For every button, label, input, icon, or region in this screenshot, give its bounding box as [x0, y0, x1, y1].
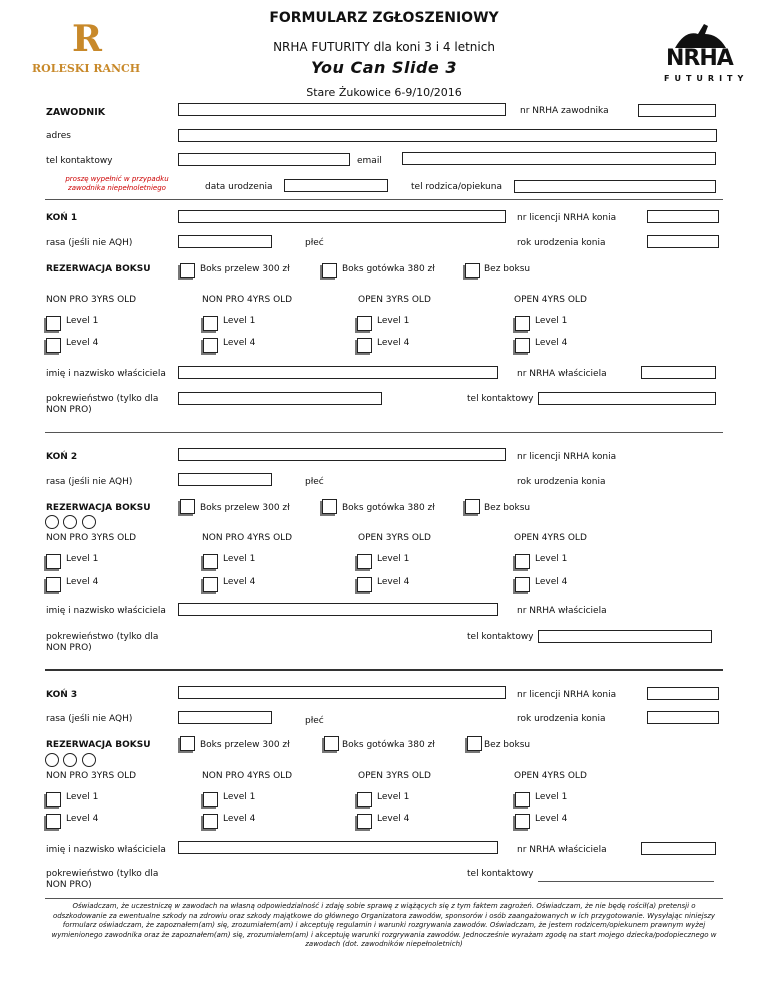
roleski-ranch-logo [28, 18, 148, 82]
horse1-sex-label: płeć [305, 238, 324, 248]
horse3-birthyear-label: rok urodzenia konia [517, 714, 606, 724]
horse3-cat1-level1-checkbox[interactable] [46, 792, 61, 807]
horse1-owner-nrha-field[interactable] [641, 366, 716, 379]
horse3-contact-label: tel kontaktowy [467, 869, 534, 879]
kinship-line-1: pokrewieństwo (tylko dla [46, 394, 159, 404]
divider [45, 898, 723, 899]
horse1-license-label: nr licencji NRHA konia [517, 213, 617, 223]
level1-label: Level 1 [377, 554, 410, 564]
horse2-name-field[interactable] [178, 448, 506, 461]
level4-label: Level 4 [535, 338, 568, 348]
level4-label: Level 4 [535, 577, 568, 587]
horse3-license-field[interactable] [647, 687, 719, 700]
horse1-breed-field[interactable] [178, 235, 272, 248]
horse3-box-heading: REZERWACJA BOKSU [46, 740, 151, 750]
level4-label: Level 4 [223, 577, 256, 587]
horse2-breed-label: rasa (jeśli nie AQH) [46, 477, 133, 487]
horse3-cat3-level4-checkbox[interactable] [357, 814, 372, 829]
horse3-cat4-level4-checkbox[interactable] [515, 814, 530, 829]
horse1-contact-label: tel kontaktowy [467, 394, 534, 404]
horse2-box-transfer-checkbox[interactable] [180, 499, 195, 514]
level1-label: Level 1 [223, 792, 256, 802]
level4-label: Level 4 [66, 338, 99, 348]
horse1-cat2-level1-checkbox[interactable] [203, 316, 218, 331]
horse2-cat1-label: NON PRO 3YRS OLD [46, 533, 137, 543]
divider [45, 669, 723, 671]
horse3-cat1-label: NON PRO 3YRS OLD [46, 771, 137, 781]
level4-label: Level 4 [223, 338, 256, 348]
horse3-box-transfer-checkbox[interactable] [180, 736, 195, 751]
horse1-box-heading: REZERWACJA BOKSU [46, 264, 151, 274]
address-label: adres [46, 131, 71, 141]
horse2-contact-field[interactable] [538, 630, 712, 643]
form-subtitle: NRHA FUTURITY dla koni 3 i 4 letnich [273, 40, 495, 54]
minor-note-line-1: proszę wypełnić w przypadku [65, 175, 169, 183]
horse1-cat2-label: NON PRO 4YRS OLD [202, 295, 293, 305]
level4-label: Level 4 [377, 577, 410, 587]
level4-label: Level 4 [66, 814, 99, 824]
horse3-cat4-level1-checkbox[interactable] [515, 792, 530, 807]
guardian-phone-field[interactable] [514, 180, 716, 193]
horse3-cat2-level4-checkbox[interactable] [203, 814, 218, 829]
level4-label: Level 4 [377, 338, 410, 348]
rider-nrha-label: nr NRHA zawodnika [520, 106, 609, 116]
divider [45, 432, 723, 433]
horse2-box-heading: REZERWACJA BOKSU [46, 503, 151, 513]
level4-label: Level 4 [377, 814, 410, 824]
horse3-sex-label: płeć [305, 716, 324, 726]
declaration-text: Oświadczam, że uczestniczę w zawodach na własną odpowiedzialność i zdaję sobie sprawę z wiążących się z tym faktem zagrożeń. Oświadczam, że nie będę rościł(a) pretensji o odszkodowanie za ewentualne szkody na zdrowiu oraz szkody majątkowe do głównego Organizatora zawodów, sponsorów i osób zaangażowanych w ich przygotowanie. Wysyłając niniejszy formularz oświadczam, że zapoznałem(am) się, zrozumiałem(am) i akceptuję regulamin i warunki rozgrywania zawodów. Oświadczam, że jestem rodzicem/opiekunem prawnym wyżej wymienionego zawodnika oraz że zapoznałem(am) się, zrozumiałem(am) i akceptuję warunki rozgrywania zawodów. Jednocześnie wyrażam zgodę na start mojego dziecka/podopiecznego w zawodach (dot. zawodników niepełnoletnich) [51, 902, 717, 948]
horse2-contact-label: tel kontaktowy [467, 632, 534, 642]
horse1-birthyear-field[interactable] [647, 235, 719, 248]
horse2-birthyear-label: rok urodzenia konia [517, 477, 606, 487]
horse3-box-cash-label: Boks gotówka 380 zł [342, 740, 435, 750]
level1-label: Level 1 [223, 316, 256, 326]
logo-monogram: R [72, 18, 102, 60]
horse2-license-label: nr licencji NRHA konia [517, 452, 617, 462]
rider-phone-label: tel kontaktowy [46, 156, 113, 166]
horse2-cat4-label: OPEN 4YRS OLD [514, 533, 587, 543]
horse1-box-transfer-label: Boks przelew 300 zł [200, 264, 290, 274]
horse1-box-cash-label: Boks gotówka 380 zł [342, 264, 435, 274]
horse3-kinship-label [46, 869, 158, 891]
horse3-no-box-label: Bez boksu [484, 740, 531, 750]
rider-name-field[interactable] [178, 103, 506, 116]
horse2-cat3-level1-checkbox[interactable] [357, 554, 372, 569]
guardian-phone-label: tel rodzica/opiekuna [411, 182, 502, 192]
horse1-box-cash-checkbox[interactable] [322, 263, 337, 278]
horse1-cat3-label: OPEN 3YRS OLD [358, 295, 431, 305]
horse3-name-field[interactable] [178, 686, 506, 699]
horse3-contact-line[interactable] [538, 881, 714, 882]
birth-date-label: data urodzenia [205, 182, 273, 192]
horse1-owner-label: imię i nazwisko właściciela [46, 369, 166, 379]
email-label: email [357, 156, 382, 166]
horse2-cat2-level1-checkbox[interactable] [203, 554, 218, 569]
horse3-cat2-label: NON PRO 4YRS OLD [202, 771, 293, 781]
horse3-box-cash-checkbox[interactable] [324, 736, 339, 751]
form-title: FORMULARZ ZGŁOSZENIOWY [269, 10, 499, 26]
horse3-no-box-checkbox[interactable] [467, 736, 482, 751]
level1-label: Level 1 [377, 792, 410, 802]
email-field[interactable] [402, 152, 716, 165]
horse2-heading: KOŃ 2 [46, 452, 78, 462]
horse1-owner-field[interactable] [178, 366, 498, 379]
level1-label: Level 1 [535, 792, 568, 802]
horse3-owner-nrha-label: nr NRHA właściciela [517, 845, 607, 855]
horse3-box-transfer-label: Boks przelew 300 zł [200, 740, 290, 750]
horse1-box-transfer-checkbox[interactable] [180, 263, 195, 278]
event-name: You Can Slide 3 [311, 58, 457, 77]
minor-note [56, 175, 178, 193]
circle-mark [63, 753, 77, 767]
horse1-cat1-level1-checkbox[interactable] [46, 316, 61, 331]
horse3-cat4-label: OPEN 4YRS OLD [514, 771, 587, 781]
circle-mark [82, 515, 96, 529]
horse3-cat2-level1-checkbox[interactable] [203, 792, 218, 807]
circle-mark [45, 753, 59, 767]
horse3-cat3-label: OPEN 3YRS OLD [358, 771, 431, 781]
horse1-no-box-label: Bez boksu [484, 264, 531, 274]
level1-label: Level 1 [66, 554, 99, 564]
horse3-heading: KOŃ 3 [46, 690, 78, 700]
horse1-cat4-level1-checkbox[interactable] [515, 316, 530, 331]
horse3-cat1-level4-checkbox[interactable] [46, 814, 61, 829]
horse1-heading: KOŃ 1 [46, 213, 78, 223]
logo-futurity-text: FUTURITY [664, 74, 749, 83]
address-field[interactable] [178, 129, 717, 142]
horse3-owner-label: imię i nazwisko właściciela [46, 845, 166, 855]
horse1-cat1-level4-checkbox[interactable] [46, 338, 61, 353]
level1-label: Level 1 [535, 554, 568, 564]
horse2-box-cash-checkbox[interactable] [322, 499, 337, 514]
horse1-contact-field[interactable] [538, 392, 716, 405]
logo-name: ROLESKI RANCH [32, 62, 141, 75]
horse1-cat4-level4-checkbox[interactable] [515, 338, 530, 353]
circle-mark [82, 753, 96, 767]
horse3-breed-field[interactable] [178, 711, 272, 724]
horse2-cat3-label: OPEN 3YRS OLD [358, 533, 431, 543]
level4-label: Level 4 [535, 814, 568, 824]
rider-heading: ZAWODNIK [46, 107, 106, 118]
horse2-box-transfer-label: Boks przelew 300 zł [200, 503, 290, 513]
horse2-owner-field[interactable] [178, 603, 498, 616]
horse1-cat4-label: OPEN 4YRS OLD [514, 295, 587, 305]
level1-label: Level 1 [377, 316, 410, 326]
minor-note-line-2: zawodnika niepełnoletniego [68, 184, 166, 192]
horse1-kinship-field[interactable] [178, 392, 382, 405]
horse2-cat3-level4-checkbox[interactable] [357, 577, 372, 592]
horse1-birthyear-label: rok urodzenia konia [517, 238, 606, 248]
horse2-kinship-label [46, 632, 158, 654]
horse2-owner-nrha-label: nr NRHA właściciela [517, 606, 607, 616]
birth-date-field[interactable] [284, 179, 388, 192]
kinship-line-1: pokrewieństwo (tylko dla [46, 869, 159, 879]
horse1-no-box-checkbox[interactable] [465, 263, 480, 278]
horse3-breed-label: rasa (jeśli nie AQH) [46, 714, 133, 724]
rider-phone-field[interactable] [178, 153, 350, 166]
horse2-owner-label: imię i nazwisko właściciela [46, 606, 166, 616]
kinship-line-2: NON PRO) [46, 880, 92, 890]
rider-nrha-field[interactable] [638, 104, 716, 117]
horse1-breed-label: rasa (jeśli nie AQH) [46, 238, 133, 248]
horse1-cat3-level4-checkbox[interactable] [357, 338, 372, 353]
horse3-owner-field[interactable] [178, 841, 498, 854]
nrha-futurity-logo [640, 20, 755, 90]
circle-mark [63, 515, 77, 529]
logo-nrha-text: NRHA [666, 46, 733, 71]
horse1-license-field[interactable] [647, 210, 719, 223]
horse3-owner-nrha-field[interactable] [641, 842, 716, 855]
level4-label: Level 4 [223, 814, 256, 824]
horse2-cat2-label: NON PRO 4YRS OLD [202, 533, 293, 543]
level1-label: Level 1 [535, 316, 568, 326]
horse1-owner-nrha-label: nr NRHA właściciela [517, 369, 607, 379]
horse1-kinship-label [46, 394, 158, 416]
horse2-cat2-level4-checkbox[interactable] [203, 577, 218, 592]
kinship-line-2: NON PRO) [46, 643, 92, 653]
level1-label: Level 1 [223, 554, 256, 564]
location-date: Stare Żukowice 6-9/10/2016 [306, 86, 462, 99]
horse3-cat3-level1-checkbox[interactable] [357, 792, 372, 807]
divider [45, 199, 723, 200]
horse3-birthyear-field[interactable] [647, 711, 719, 724]
horse2-cat4-level4-checkbox[interactable] [515, 577, 530, 592]
horse1-cat1-label: NON PRO 3YRS OLD [46, 295, 137, 305]
horse2-box-cash-label: Boks gotówka 380 zł [342, 503, 435, 513]
kinship-line-1: pokrewieństwo (tylko dla [46, 632, 159, 642]
level1-label: Level 1 [66, 792, 99, 802]
horse2-breed-field[interactable] [178, 473, 272, 486]
horse1-cat3-level1-checkbox[interactable] [357, 316, 372, 331]
horse2-cat1-level1-checkbox[interactable] [46, 554, 61, 569]
kinship-line-2: NON PRO) [46, 405, 92, 415]
horse2-cat4-level1-checkbox[interactable] [515, 554, 530, 569]
horse2-no-box-checkbox[interactable] [465, 499, 480, 514]
horse1-cat2-level4-checkbox[interactable] [203, 338, 218, 353]
horse1-name-field[interactable] [178, 210, 506, 223]
horse3-license-label: nr licencji NRHA konia [517, 690, 617, 700]
level1-label: Level 1 [66, 316, 99, 326]
circle-mark [45, 515, 59, 529]
horse2-sex-label: płeć [305, 477, 324, 487]
horse2-cat1-level4-checkbox[interactable] [46, 577, 61, 592]
level4-label: Level 4 [66, 577, 99, 587]
horse2-no-box-label: Bez boksu [484, 503, 531, 513]
